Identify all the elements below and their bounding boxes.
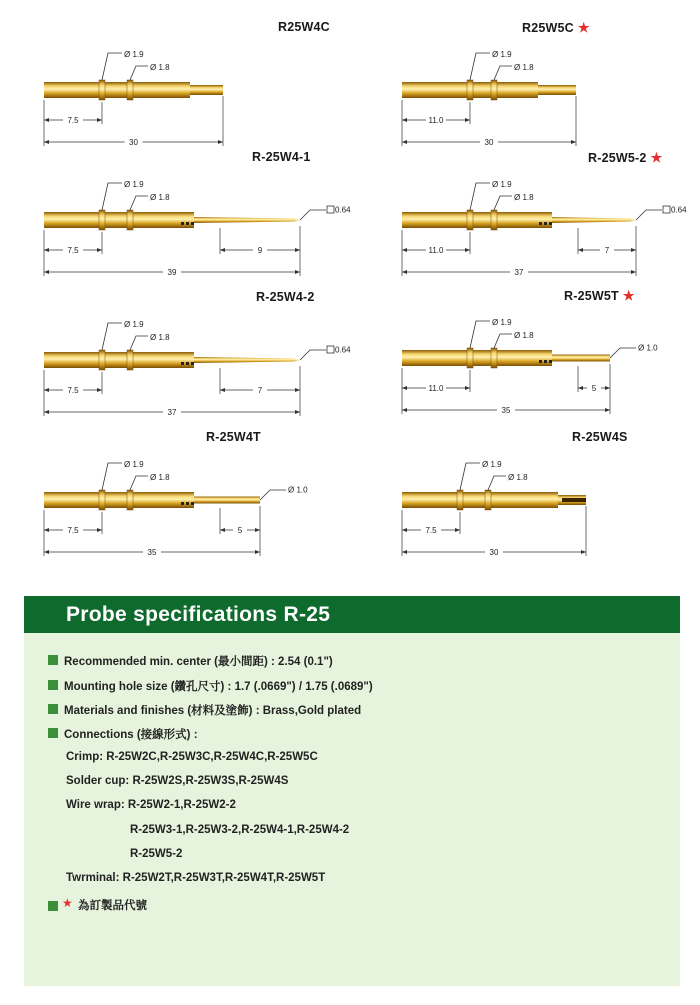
tip-diameter-label: Ø 1.0	[638, 343, 658, 353]
probe-collar	[99, 350, 105, 370]
probe-collar	[467, 210, 473, 230]
tip-dimension-label: 7	[604, 246, 610, 255]
spec-connections: Connections (接線形式) :	[64, 729, 198, 741]
probe-collar	[491, 348, 497, 368]
total-length-arrow-left	[44, 270, 49, 274]
collar-leader-line	[494, 196, 512, 210]
probe-collar	[127, 490, 133, 510]
collar-diameter-label: Ø 1.8	[150, 63, 170, 72]
left-dimension-label: 11.0	[428, 384, 444, 393]
tip-dimension-label: 5	[237, 526, 243, 535]
probe-collar	[99, 490, 105, 510]
total-length-arrow-left	[402, 550, 407, 554]
total-length-label: 35	[147, 548, 157, 557]
probe-groove	[549, 360, 552, 363]
probe-drawing	[398, 20, 700, 160]
probe-r25w4t	[40, 430, 370, 570]
left-dimension-label: 7.5	[67, 246, 79, 255]
probe-pin	[194, 217, 300, 223]
tip-leader-line	[610, 348, 636, 358]
tip-size-label: 0.64	[671, 205, 687, 215]
collar-leader-line	[102, 183, 122, 210]
total-length-arrow-left	[402, 140, 407, 144]
collar-leader-line	[102, 53, 122, 80]
collar-leader-line	[494, 334, 512, 348]
probe-groove	[549, 222, 552, 225]
bullet-square-icon	[48, 680, 58, 690]
collar-leader-line	[488, 476, 506, 490]
total-length-arrow-left	[44, 550, 49, 554]
left-dimension-arrow-left	[402, 386, 407, 390]
probe-title: R-25W4S	[572, 430, 628, 444]
probe-groove	[181, 502, 184, 505]
left-dimension-label: 7.5	[67, 526, 79, 535]
total-length-arrow-right	[255, 550, 260, 554]
collar-leader-line	[130, 66, 148, 80]
bullet-square-icon	[48, 728, 58, 738]
custom-star-icon: ★	[622, 288, 635, 303]
collar-leader-line	[470, 183, 490, 210]
tip-leader-line	[636, 210, 662, 220]
total-length-arrow-right	[581, 550, 586, 554]
total-length-label: 37	[514, 268, 524, 277]
tip-dimension-arrow-left	[220, 528, 225, 532]
probe-body	[402, 492, 558, 508]
total-length-label: 35	[501, 406, 511, 415]
probe-groove	[539, 360, 542, 363]
left-dimension-arrow-left	[44, 388, 49, 392]
spec-wire-wrap: Wire wrap: R-25W2-1,R-25W2-2	[66, 799, 236, 811]
left-dimension-arrow-right	[465, 248, 470, 252]
collar-diameter-label: Ø 1.8	[508, 473, 528, 482]
probe-drawing	[398, 288, 700, 428]
total-length-label: 30	[129, 138, 138, 147]
probe-r25w5t	[398, 288, 700, 428]
probe-drawing	[40, 430, 370, 570]
collar-diameter-label: Ø 1.9	[492, 50, 512, 59]
total-length-arrow-left	[402, 408, 407, 412]
total-length-arrow-left	[402, 270, 407, 274]
tip-dimension-label: 7	[257, 386, 263, 395]
spec-wire-wrap-cont: R-25W3-1,R-25W3-2,R-25W4-1,R-25W4-2	[130, 824, 350, 836]
probe-collar	[127, 210, 133, 230]
probe-title: R25W5C ★	[522, 20, 590, 35]
collar-diameter-label: Ø 1.8	[514, 193, 534, 202]
left-dimension-arrow-left	[44, 118, 49, 122]
probe-groove	[544, 360, 547, 363]
probe-drawing	[40, 150, 370, 290]
square-icon	[327, 206, 334, 213]
probe-groove	[191, 222, 194, 225]
collar-leader-line	[470, 321, 490, 348]
collar-diameter-label: Ø 1.8	[150, 473, 170, 482]
collar-leader-line	[494, 66, 512, 80]
custom-star-icon: ★	[62, 896, 73, 910]
probe-pin	[194, 357, 300, 363]
probe-title: R-25W5T ★	[564, 288, 635, 303]
probe-r25w5-2	[398, 150, 700, 290]
probe-collar	[127, 350, 133, 370]
collar-diameter-label: Ø 1.9	[492, 318, 512, 327]
spec-panel	[24, 596, 680, 986]
solder-cup-slot	[562, 498, 586, 502]
spec-crimp: Crimp: R-25W2C,R-25W3C,R-25W4C,R-25W5C	[66, 751, 318, 763]
probe-collar	[491, 210, 497, 230]
total-length-label: 30	[484, 138, 494, 147]
collar-leader-line	[470, 53, 490, 80]
tip-dimension-arrow-left	[578, 248, 583, 252]
collar-diameter-label: Ø 1.9	[492, 180, 512, 189]
collar-diameter-label: Ø 1.8	[150, 193, 170, 202]
probe-collar	[99, 80, 105, 100]
collar-leader-line	[130, 336, 148, 350]
total-length-arrow-right	[605, 408, 610, 412]
tip-dimension-arrow-left	[220, 248, 225, 252]
tip-dimension-label: 5	[591, 384, 597, 393]
probe-title: R-25W4-2	[256, 290, 315, 304]
left-dimension-label: 7.5	[67, 116, 79, 125]
probe-pin	[194, 497, 260, 504]
probe-body	[44, 352, 194, 368]
tip-leader-line	[300, 210, 326, 220]
left-dimension-arrow-left	[402, 528, 407, 532]
spec-terminal: Twrminal: R-25W2T,R-25W3T,R-25W4T,R-25W5T	[66, 872, 326, 884]
probe-collar	[467, 80, 473, 100]
probe-body	[44, 492, 194, 508]
spec-solder-cup: Solder cup: R-25W2S,R-25W3S,R-25W4S	[66, 775, 289, 787]
collar-leader-line	[460, 463, 480, 490]
tip-size-label: 0.64	[335, 345, 351, 355]
bullet-square-icon	[48, 655, 58, 665]
collar-leader-line	[130, 196, 148, 210]
probe-r25w4s	[398, 430, 700, 570]
collar-diameter-label: Ø 1.8	[514, 331, 534, 340]
left-dimension-arrow-left	[402, 248, 407, 252]
probe-collar	[457, 490, 463, 510]
spec-title: Probe specifications R-25	[66, 603, 331, 626]
probe-groove	[544, 222, 547, 225]
total-length-label: 37	[167, 408, 177, 417]
spec-mounting-hole: Mounting hole size (鑽孔尺寸) : 1.7 (.0669") / 1.75 (.0689")	[64, 681, 373, 693]
spec-header	[24, 596, 680, 633]
left-dimension-label: 7.5	[67, 386, 79, 395]
probe-r25w4-1	[40, 150, 370, 290]
probe-collar	[99, 210, 105, 230]
bullet-square-icon	[48, 704, 58, 714]
probe-groove	[181, 222, 184, 225]
left-dimension-arrow-right	[97, 248, 102, 252]
tip-dimension-arrow-left	[578, 386, 583, 390]
collar-diameter-label: Ø 1.9	[124, 180, 144, 189]
probe-drawing	[40, 290, 370, 430]
probe-collar	[127, 80, 133, 100]
probe-r25w4c	[40, 20, 370, 160]
square-icon	[663, 206, 670, 213]
collar-diameter-label: Ø 1.8	[150, 333, 170, 342]
collar-diameter-label: Ø 1.9	[124, 50, 144, 59]
total-length-label: 30	[489, 548, 499, 557]
left-dimension-arrow-left	[402, 118, 407, 122]
probe-groove	[186, 362, 189, 365]
tip-leader-line	[300, 350, 326, 360]
probe-collar	[485, 490, 491, 510]
probe-r25w5c	[398, 20, 700, 160]
left-dimension-arrow-right	[97, 388, 102, 392]
probe-pin	[552, 355, 610, 362]
left-dimension-arrow-right	[97, 528, 102, 532]
tip-dimension-arrow-left	[220, 388, 225, 392]
tip-dimension-label: 9	[257, 246, 263, 255]
left-dimension-label: 11.0	[428, 116, 444, 125]
probe-title: R25W4C	[278, 20, 330, 34]
tip-dimension-arrow-right	[605, 386, 610, 390]
probe-barrel	[538, 85, 576, 95]
probe-barrel	[190, 85, 223, 95]
probe-groove	[539, 222, 542, 225]
probe-title: R-25W5-2 ★	[588, 150, 663, 165]
probe-drawing	[398, 150, 700, 290]
spec-wire-wrap-cont: R-25W5-2	[130, 848, 183, 860]
left-dimension-label: 11.0	[428, 246, 444, 255]
left-dimension-label: 7.5	[425, 526, 437, 535]
custom-star-icon: ★	[577, 20, 590, 35]
probe-groove	[186, 502, 189, 505]
probe-groove	[181, 362, 184, 365]
tip-dimension-arrow-right	[631, 248, 636, 252]
collar-leader-line	[102, 463, 122, 490]
tip-dimension-arrow-right	[255, 528, 260, 532]
collar-leader-line	[130, 476, 148, 490]
probe-collar	[491, 80, 497, 100]
collar-diameter-label: Ø 1.8	[514, 63, 534, 72]
collar-diameter-label: Ø 1.9	[124, 320, 144, 329]
left-dimension-arrow-left	[44, 528, 49, 532]
tip-dimension-arrow-right	[295, 248, 300, 252]
total-length-arrow-left	[44, 410, 49, 414]
probe-body	[44, 212, 194, 228]
total-length-arrow-right	[571, 140, 576, 144]
probe-r25w4-2	[40, 290, 370, 430]
spec-materials: Materials and finishes (材料及塗飾) : Brass,Gold plated	[64, 705, 362, 717]
probe-pin	[552, 217, 636, 223]
collar-diameter-label: Ø 1.9	[482, 460, 502, 469]
custom-star-icon: ★	[650, 150, 663, 165]
probe-title: R-25W4T	[206, 430, 261, 444]
bullet-square-icon	[48, 901, 58, 911]
probe-drawing	[40, 20, 370, 160]
total-length-label: 39	[167, 268, 177, 277]
square-icon	[327, 346, 334, 353]
left-dimension-arrow-right	[465, 118, 470, 122]
probe-groove	[191, 502, 194, 505]
total-length-arrow-left	[44, 140, 49, 144]
left-dimension-arrow-right	[97, 118, 102, 122]
spec-recommended-center: Recommended min. center (最小間距) : 2.54 (0.1")	[64, 656, 333, 668]
tip-dimension-arrow-right	[295, 388, 300, 392]
probe-body	[402, 212, 552, 228]
left-dimension-arrow-right	[455, 528, 460, 532]
total-length-arrow-right	[295, 270, 300, 274]
left-dimension-arrow-right	[465, 386, 470, 390]
probe-title: R-25W4-1	[252, 150, 311, 164]
probe-body	[44, 82, 190, 98]
probe-drawing	[398, 430, 700, 570]
tip-leader-line	[260, 490, 286, 500]
collar-diameter-label: Ø 1.9	[124, 460, 144, 469]
total-length-arrow-right	[295, 410, 300, 414]
total-length-arrow-right	[631, 270, 636, 274]
probe-collar	[467, 348, 473, 368]
collar-leader-line	[102, 323, 122, 350]
left-dimension-arrow-left	[44, 248, 49, 252]
total-length-arrow-right	[218, 140, 223, 144]
tip-diameter-label: Ø 1.0	[288, 485, 308, 495]
spec-note: 為訂製品代號	[78, 900, 147, 912]
probe-body	[402, 350, 552, 366]
probe-groove	[191, 362, 194, 365]
probe-groove	[186, 222, 189, 225]
tip-size-label: 0.64	[335, 205, 351, 215]
